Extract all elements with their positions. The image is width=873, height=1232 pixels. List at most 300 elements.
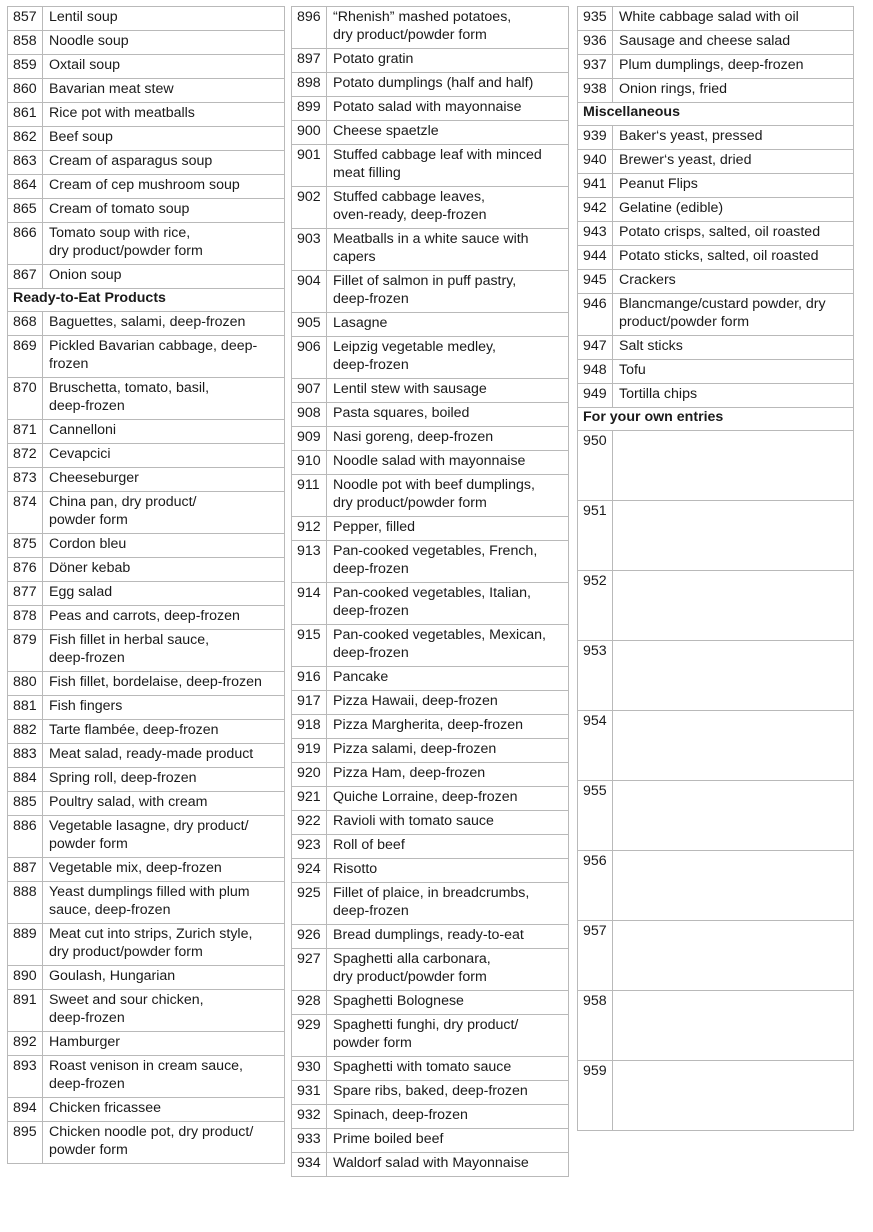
entry-name: Blancmange/custard powder, dry product/powder form [613,294,854,336]
food-entry-row [8,420,285,444]
entry-number: 923 [292,835,327,859]
entry-name: Vegetable lasagne, dry product/ powder form [43,816,285,858]
food-entry-row [292,229,569,271]
food-entry-row [292,271,569,313]
entry-name: Bruschetta, tomato, basil, deep-frozen [43,378,285,420]
entry-name: Pan-cooked vegetables, Italian, deep-frozen [327,583,569,625]
food-entry-row [8,744,285,768]
entry-name: Nasi goreng, deep-frozen [327,427,569,451]
food-entry-row [578,174,854,198]
entry-number: 871 [8,420,43,444]
entry-number: 886 [8,816,43,858]
entry-name: Lentil soup [43,7,285,31]
entry-name: Spaghetti Bolognese [327,991,569,1015]
entry-name: Onion soup [43,265,285,289]
entry-number: 884 [8,768,43,792]
entry-number: 938 [578,79,613,103]
food-entry-row [292,145,569,187]
entry-name: Pizza Ham, deep-frozen [327,763,569,787]
entry-name: Quiche Lorraine, deep-frozen [327,787,569,811]
entry-number: 878 [8,606,43,630]
blank-entry-row [578,851,854,921]
entry-number: 947 [578,336,613,360]
entry-number: 931 [292,1081,327,1105]
section-heading: Ready-to-Eat Products [8,289,285,312]
food-entry-row [578,31,854,55]
entry-number: 928 [292,991,327,1015]
entry-number: 940 [578,150,613,174]
food-entry-row [292,1057,569,1081]
entry-number: 937 [578,55,613,79]
food-entry-row [8,444,285,468]
entry-number: 876 [8,558,43,582]
food-entry-row [8,558,285,582]
section-header-row [578,103,854,126]
entry-name: Meat cut into strips, Zurich style, dry product/powder form [43,924,285,966]
entry-name: Meatballs in a white sauce with capers [327,229,569,271]
blank-entry-row [578,711,854,781]
entry-number: 955 [578,781,613,851]
food-entry-row [8,336,285,378]
food-entry-row [292,739,569,763]
food-list-column-2 [291,6,569,1177]
entry-name: Spaghetti alla carbonara, dry product/powder form [327,949,569,991]
entry-name: Pan-cooked vegetables, French, deep-frozen [327,541,569,583]
food-entry-row [292,451,569,475]
entry-name: Pasta squares, boiled [327,403,569,427]
entry-name: Chicken noodle pot, dry product/ powder form [43,1122,285,1164]
entry-name: “Rhenish” mashed potatoes, dry product/powder form [327,7,569,49]
food-entry-row [8,924,285,966]
entry-number: 864 [8,175,43,199]
entry-number: 919 [292,739,327,763]
food-entry-row [8,223,285,265]
food-entry-row [578,270,854,294]
food-entry-row [8,534,285,558]
entry-number: 916 [292,667,327,691]
entry-name: Bread dumplings, ready-to-eat [327,925,569,949]
entry-name: Meat salad, ready-made product [43,744,285,768]
entry-name: Döner kebab [43,558,285,582]
blank-entry-row [578,571,854,641]
food-entry-row [8,7,285,31]
entry-number: 936 [578,31,613,55]
entry-number: 935 [578,7,613,31]
entry-name: Noodle soup [43,31,285,55]
entry-name: Fish fingers [43,696,285,720]
food-entry-row [8,1098,285,1122]
entry-number: 906 [292,337,327,379]
food-entry-row [8,31,285,55]
blank-entry-row [578,641,854,711]
entry-name: Spaghetti funghi, dry product/ powder form [327,1015,569,1057]
entry-name: Poultry salad, with cream [43,792,285,816]
entry-name: Cream of tomato soup [43,199,285,223]
food-list-column-3 [577,6,854,1131]
entry-name: Risotto [327,859,569,883]
entry-name: Baguettes, salami, deep-frozen [43,312,285,336]
entry-name: Yeast dumplings filled with plum sauce, deep-frozen [43,882,285,924]
food-entry-row [292,949,569,991]
entry-blank-field[interactable] [613,991,854,1061]
food-entry-row [292,763,569,787]
food-entry-row [292,835,569,859]
entry-number: 920 [292,763,327,787]
entry-number: 944 [578,246,613,270]
food-entry-row [8,606,285,630]
entry-number: 918 [292,715,327,739]
entry-number: 896 [292,7,327,49]
entry-name: Tarte flambée, deep-frozen [43,720,285,744]
entry-name: Pizza salami, deep-frozen [327,739,569,763]
entry-number: 911 [292,475,327,517]
entry-name: Tortilla chips [613,384,854,408]
entry-number: 874 [8,492,43,534]
entry-number: 885 [8,792,43,816]
entry-number: 914 [292,583,327,625]
entry-blank-field[interactable] [613,501,854,571]
blank-entry-row [578,1061,854,1131]
entry-number: 897 [292,49,327,73]
entry-name: Waldorf salad with Mayonnaise [327,1153,569,1177]
entry-number: 943 [578,222,613,246]
food-entry-row [8,630,285,672]
entry-number: 900 [292,121,327,145]
food-entry-row [292,7,569,49]
entry-number: 950 [578,431,613,501]
entry-number: 952 [578,571,613,641]
food-entry-row [578,336,854,360]
entry-number: 879 [8,630,43,672]
food-entry-row [578,360,854,384]
entry-number: 939 [578,126,613,150]
entry-number: 894 [8,1098,43,1122]
food-entry-row [292,583,569,625]
food-list-body [8,7,285,1164]
entry-number: 860 [8,79,43,103]
entry-name: Potato salad with mayonnaise [327,97,569,121]
entry-number: 883 [8,744,43,768]
food-entry-row [8,103,285,127]
entry-number: 929 [292,1015,327,1057]
entry-blank-field[interactable] [613,571,854,641]
entry-number: 868 [8,312,43,336]
blank-entry-row [578,921,854,991]
food-entry-row [8,79,285,103]
food-entry-row [292,625,569,667]
food-entry-row [578,246,854,270]
entry-number: 905 [292,313,327,337]
entry-number: 882 [8,720,43,744]
food-entry-row [8,768,285,792]
entry-number: 893 [8,1056,43,1098]
entry-number: 945 [578,270,613,294]
food-list-body [292,7,569,1177]
entry-name: Sweet and sour chicken, deep-frozen [43,990,285,1032]
entry-blank-field[interactable] [613,851,854,921]
entry-name: Pizza Margherita, deep-frozen [327,715,569,739]
entry-name: Peas and carrots, deep-frozen [43,606,285,630]
entry-number: 934 [292,1153,327,1177]
food-list-column-1 [7,6,285,1164]
entry-number: 915 [292,625,327,667]
entry-name: Potato crisps, salted, oil roasted [613,222,854,246]
food-entry-row [8,127,285,151]
entry-number: 959 [578,1061,613,1131]
entry-number: 903 [292,229,327,271]
food-entry-row [292,121,569,145]
entry-blank-field[interactable] [613,641,854,711]
entry-number: 951 [578,501,613,571]
entry-blank-field[interactable] [613,711,854,781]
entry-number: 901 [292,145,327,187]
food-entry-row [578,79,854,103]
food-entry-row [8,672,285,696]
entry-blank-field[interactable] [613,921,854,991]
entry-name: Cream of asparagus soup [43,151,285,175]
entry-number: 932 [292,1105,327,1129]
entry-number: 870 [8,378,43,420]
entry-name: China pan, dry product/ powder form [43,492,285,534]
entry-name: Onion rings, fried [613,79,854,103]
entry-number: 873 [8,468,43,492]
entry-number: 866 [8,223,43,265]
food-entry-row [578,7,854,31]
entry-name: Pickled Bavarian cabbage, deep- frozen [43,336,285,378]
entry-name: Stuffed cabbage leaves, oven-ready, deep-frozen [327,187,569,229]
entry-number: 877 [8,582,43,606]
food-entry-row [292,991,569,1015]
food-entry-row [292,517,569,541]
food-entry-row [578,384,854,408]
food-entry-row [8,582,285,606]
food-entry-row [292,811,569,835]
food-entry-row [578,126,854,150]
entry-number: 872 [8,444,43,468]
entry-name: Plum dumplings, deep-frozen [613,55,854,79]
food-entry-row [8,1056,285,1098]
entry-name: Leipzig vegetable medley, deep-frozen [327,337,569,379]
food-entry-row [8,858,285,882]
food-entry-row [292,1015,569,1057]
food-entry-row [578,150,854,174]
entry-name: Potato sticks, salted, oil roasted [613,246,854,270]
entry-name: Salt sticks [613,336,854,360]
entry-number: 948 [578,360,613,384]
entry-number: 953 [578,641,613,711]
entry-number: 881 [8,696,43,720]
entry-number: 925 [292,883,327,925]
entry-number: 913 [292,541,327,583]
entry-number: 890 [8,966,43,990]
entry-number: 867 [8,265,43,289]
food-entry-row [578,198,854,222]
entry-number: 892 [8,1032,43,1056]
entry-number: 875 [8,534,43,558]
entry-number: 863 [8,151,43,175]
food-entry-row [292,475,569,517]
entry-number: 869 [8,336,43,378]
entry-number: 902 [292,187,327,229]
entry-name: Sausage and cheese salad [613,31,854,55]
food-entry-row [8,816,285,858]
entry-name: Egg salad [43,582,285,606]
entry-number: 921 [292,787,327,811]
entry-number: 917 [292,691,327,715]
entry-name: Cannelloni [43,420,285,444]
food-entry-row [292,97,569,121]
entry-number: 862 [8,127,43,151]
food-entry-row [8,265,285,289]
entry-name: Stuffed cabbage leaf with minced meat filling [327,145,569,187]
entry-name: Baker‘s yeast, pressed [613,126,854,150]
entry-name: Noodle salad with mayonnaise [327,451,569,475]
entry-name: Noodle pot with beef dumplings, dry product/powder form [327,475,569,517]
food-entry-row [578,55,854,79]
entry-number: 889 [8,924,43,966]
entry-blank-field[interactable] [613,431,854,501]
entry-blank-field[interactable] [613,1061,854,1131]
section-header-row [8,289,285,312]
entry-name: Pepper, filled [327,517,569,541]
food-entry-row [8,966,285,990]
food-entry-row [8,1032,285,1056]
food-entry-row [292,187,569,229]
entry-number: 930 [292,1057,327,1081]
entry-name: Tofu [613,360,854,384]
entry-name: Spare ribs, baked, deep-frozen [327,1081,569,1105]
entry-number: 927 [292,949,327,991]
food-entry-row [8,696,285,720]
food-entry-row [292,1129,569,1153]
entry-name: Roast venison in cream sauce, deep-frozen [43,1056,285,1098]
food-entry-row [8,175,285,199]
entry-name: Fish fillet in herbal sauce, deep-frozen [43,630,285,672]
entry-name: Beef soup [43,127,285,151]
section-header-row [578,408,854,431]
entry-name: Fillet of plaice, in breadcrumbs, deep-frozen [327,883,569,925]
food-entry-row [292,73,569,97]
section-heading: Miscellaneous [578,103,854,126]
blank-entry-row [578,781,854,851]
entry-name: Fillet of salmon in puff pastry, deep-frozen [327,271,569,313]
entry-name: Spring roll, deep-frozen [43,768,285,792]
entry-number: 910 [292,451,327,475]
entry-name: Spinach, deep-frozen [327,1105,569,1129]
entry-number: 926 [292,925,327,949]
entry-number: 956 [578,851,613,921]
food-entry-row [292,49,569,73]
food-entry-row [292,1105,569,1129]
entry-number: 954 [578,711,613,781]
food-entry-row [292,883,569,925]
blank-entry-row [578,991,854,1061]
entry-number: 859 [8,55,43,79]
entry-name: White cabbage salad with oil [613,7,854,31]
entry-name: Fish fillet, bordelaise, deep-frozen [43,672,285,696]
food-entry-row [292,859,569,883]
blank-entry-row [578,431,854,501]
entry-blank-field[interactable] [613,781,854,851]
food-entry-row [292,691,569,715]
entry-name: Prime boiled beef [327,1129,569,1153]
food-entry-row [8,199,285,223]
food-entry-row [578,294,854,336]
food-entry-row [8,792,285,816]
entry-number: 922 [292,811,327,835]
entry-number: 958 [578,991,613,1061]
entry-name: Lasagne [327,313,569,337]
entry-name: Potato dumplings (half and half) [327,73,569,97]
entry-number: 891 [8,990,43,1032]
entry-number: 857 [8,7,43,31]
entry-number: 904 [292,271,327,313]
food-list-body [578,7,854,1131]
entry-name: Potato gratin [327,49,569,73]
entry-number: 861 [8,103,43,127]
entry-name: Rice pot with meatballs [43,103,285,127]
entry-name: Ravioli with tomato sauce [327,811,569,835]
entry-name: Pancake [327,667,569,691]
food-entry-row [292,1081,569,1105]
entry-name: Goulash, Hungarian [43,966,285,990]
section-heading: For your own entries [578,408,854,431]
entry-name: Chicken fricassee [43,1098,285,1122]
food-entry-row [8,882,285,924]
entry-name: Crackers [613,270,854,294]
entry-name: Vegetable mix, deep-frozen [43,858,285,882]
entry-name: Tomato soup with rice, dry product/powder form [43,223,285,265]
entry-name: Gelatine (edible) [613,198,854,222]
entry-name: Cheeseburger [43,468,285,492]
entry-name: Bavarian meat stew [43,79,285,103]
food-entry-row [8,312,285,336]
entry-name: Cheese spaetzle [327,121,569,145]
entry-name: Hamburger [43,1032,285,1056]
entry-number: 907 [292,379,327,403]
entry-name: Cordon bleu [43,534,285,558]
entry-number: 858 [8,31,43,55]
entry-number: 888 [8,882,43,924]
food-entry-row [8,990,285,1032]
food-entry-row [292,715,569,739]
entry-name: Pan-cooked vegetables, Mexican, deep-frozen [327,625,569,667]
food-entry-row [8,492,285,534]
food-entry-row [292,1153,569,1177]
food-entry-row [8,720,285,744]
entry-name: Oxtail soup [43,55,285,79]
entry-name: Peanut Flips [613,174,854,198]
entry-number: 912 [292,517,327,541]
food-entry-row [292,337,569,379]
food-entry-row [292,313,569,337]
food-entry-row [292,667,569,691]
food-entry-row [292,787,569,811]
entry-number: 899 [292,97,327,121]
entry-number: 908 [292,403,327,427]
food-entry-row [578,222,854,246]
entry-name: Cream of cep mushroom soup [43,175,285,199]
entry-number: 865 [8,199,43,223]
entry-number: 880 [8,672,43,696]
entry-name: Cevapcici [43,444,285,468]
entry-name: Spaghetti with tomato sauce [327,1057,569,1081]
entry-name: Pizza Hawaii, deep-frozen [327,691,569,715]
food-entry-row [292,925,569,949]
food-entry-row [8,55,285,79]
entry-number: 941 [578,174,613,198]
food-entry-row [8,151,285,175]
